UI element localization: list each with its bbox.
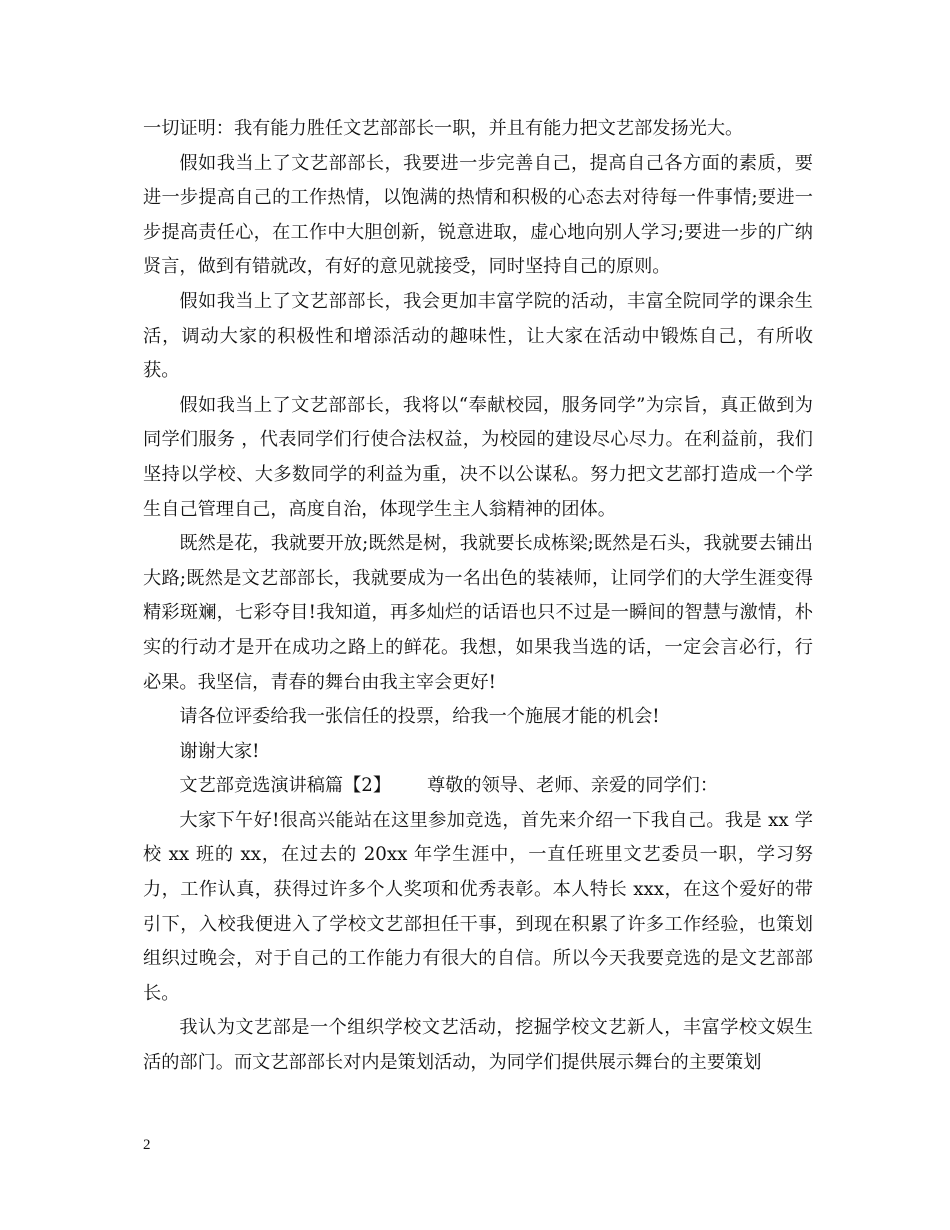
paragraph-7: 谢谢大家! bbox=[179, 740, 260, 762]
section-heading bbox=[143, 769, 813, 804]
section-title: 文艺部竞选演讲稿篇【2】 bbox=[179, 775, 392, 797]
paragraph-4: 假如我当上了文艺部部长，我将以“奉献校园，服务同学”为宗旨，真正做到为同学们服务 ，代表同学们行使合法权益，为校园的建设尽心尽力。在利益前，我们坚持以学校、大多数同学的利益为重，决不以公谋私。努力把文艺部打造成一个学生自己管理自己，高度自治，体现学生主人翁精神的团体。 bbox=[143, 394, 813, 520]
paragraph-1: 一切证明：我有能力胜任文艺部部长一职，并且有能力把文艺部发扬光大。 bbox=[143, 118, 744, 139]
page-number: 2 bbox=[143, 1137, 151, 1153]
paragraph-3: 假如我当上了文艺部部长，我会更加丰富学院的活动，丰富全院同学的课余生活，调动大家的积极性和增添活动的趣味性，让大家在活动中锻炼自己，有所收获。 bbox=[143, 290, 813, 382]
section-greeting: 尊敬的领导、老师、亲爱的同学们： bbox=[427, 775, 719, 797]
paragraph-8: 大家下午好!很高兴能站在这里参加竞选，首先来介绍一下我自己。我是 xx 学校 xx 班的 xx，在过去的 20xx 年学生涯中，一直任班里文艺委员一职，学习努力，工作认真，获得过许多个人奖项和优秀表彰。本人特长 xxx，在这个爱好的带引下，入校我便进入了学校文艺部担任干事，到现在积累了许多工作经验，也策划组织过晚会，对于自己的工作能力有很大的自信。所以今天我要竞选的是文艺部部长。 bbox=[143, 809, 813, 1004]
paragraph-9: 我认为文艺部是一个组织学校文艺活动，挖掘学校文艺新人，丰富学校文娱生活的部门。而文艺部部长对内是策划活动，为同学们提供展示舞台的主要策划 bbox=[143, 1017, 813, 1074]
paragraph-5: 既然是花，我就要开放;既然是树，我就要长成栋梁;既然是石头，我就要去铺出大路;既然是文艺部部长，我就要成为一名出色的装裱师，让同学们的大学生涯变得精彩斑斓，七彩夺目!我知道，再多灿烂的话语也只不过是一瞬间的智慧与激情，朴实的行动才是开在成功之路上的鲜花。我想，如果我当选的话，一定会言必行，行必果。我坚信，青春的舞台由我主宰会更好! bbox=[143, 533, 813, 693]
paragraph-6: 请各位评委给我一张信任的投票，给我一个施展才能的机会! bbox=[179, 706, 660, 728]
paragraph-2: 假如我当上了文艺部部长，我要进一步完善自己，提高自己各方面的素质，要进一步提高自己的工作热情，以饱满的热情和积极的心态去对待每一件事情;要进一步提高责任心，在工作中大胆创新，锐意进取，虚心地向别人学习;要进一步的广纳贤言，做到有错就改，有好的意见就接受，同时坚持自己的原则。 bbox=[143, 152, 813, 278]
document-body bbox=[143, 112, 813, 1081]
